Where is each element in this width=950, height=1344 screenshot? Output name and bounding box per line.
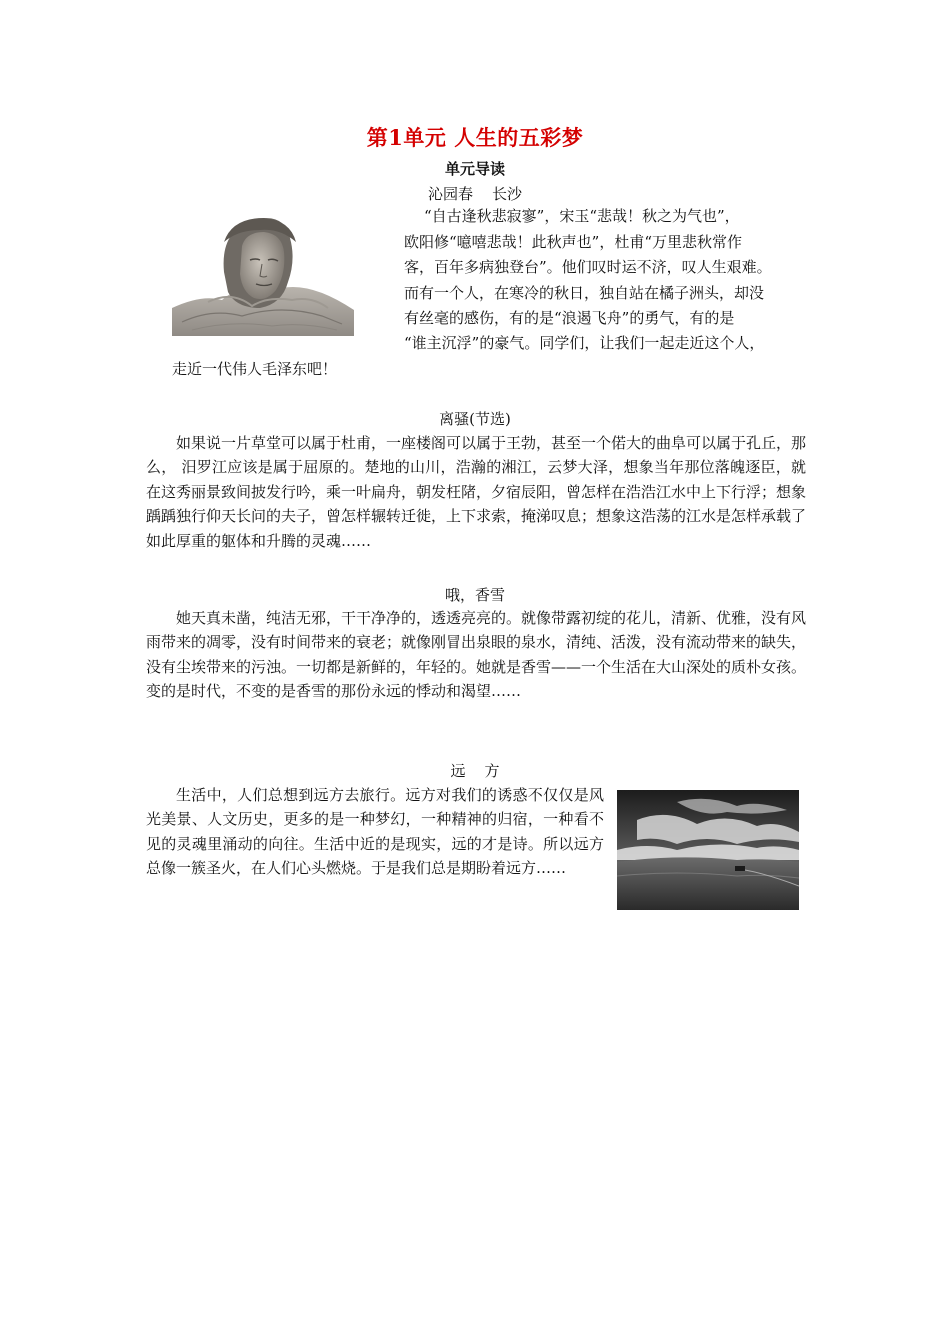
intro-line-1: “自古逢秋悲寂寥”，宋玉“悲哉！秋之为气也”，: [424, 207, 740, 225]
intro-last-line: 走近一代伟人毛泽东吧！: [172, 360, 338, 378]
grassland-sky-graphic: [617, 790, 799, 910]
page-title: 第1单元 人生的五彩梦: [366, 125, 584, 150]
section-text-lisao: 如果说一片草堂可以属于杜甫，一座楼阁可以属于王勃，甚至一个偌大的曲阜可以属于孔丘，那么， 汨罗江应该是属于屈原的。楚地的山川，浩瀚的湘江，云梦大泽，想象当年那位落魄逐臣，就在这秀丽景致间披发行吟，乘一叶扁舟，朝发枉陼，夕宿辰阳，曾怎样在浩浩江水中上下行浮；想象踽踽独行仰天长问的夫子，曾怎样辗转迁徙，上下求索，掩涕叹息；想象这浩荡的江水是怎样承载了如此厚重的躯体和升腾的灵魂……: [146, 434, 807, 550]
intro-line-6: “谁主沉浮”的豪气。同学们，让我们一起走近这个人，: [404, 334, 765, 352]
poem-title-changsha: 沁园春 长沙: [427, 185, 523, 203]
mao-statue-image: [172, 212, 354, 336]
intro-line-5: 有丝毫的感伤，有的是“浪遏飞舟”的勇气，有的是: [404, 309, 735, 327]
section-text-xiangxue: 她天真未凿，纯洁无邪，干干净净的，透透亮亮的。就像带露初绽的花儿，清新、优雅，没有风雨带来的凋零，没有时间带来的衰老；就像刚冒出泉眼的泉水，清纯、活泼，没有流动带来的缺失，没有尘埃带来的污浊。一切都是新鲜的，年轻的。她就是香雪——一个生活在大山深处的质朴女孩。变的是时代，不变的是香雪的那份永远的悸动和渴望……: [146, 609, 807, 701]
distant-landscape-image: [617, 790, 799, 910]
intro-line-2: 欧阳修“噫嘻悲哉！此秋声也”，杜甫“万里悲秋常作: [404, 233, 743, 251]
section-text-yuanfang: 生活中，人们总想到远方去旅行。远方对我们的诱惑不仅仅是风光美景、人文历史，更多的是一种梦幻，一种精神的归宿，一种看不见的灵魂里涌动的向往。生活中近的是现实，远的才是诗。所以远方总像一簇圣火，在人们心头燃烧。于是我们总是期盼着远方……: [146, 786, 604, 878]
section-title-xiangxue: 哦，香雪: [444, 586, 505, 604]
unit-guide-heading: 单元导读: [444, 160, 505, 178]
section-title-lisao: 离骚(节选): [439, 410, 511, 428]
intro-line-4: 而有一个人，在寒冷的秋日，独自站在橘子洲头，却没: [404, 284, 765, 302]
intro-line-3: 客，百年多病独登台”。他们叹时运不济，叹人生艰难。: [404, 258, 772, 276]
section-title-yuanfang: 远 方: [450, 762, 500, 780]
statue-sculpture-graphic: [172, 212, 354, 336]
